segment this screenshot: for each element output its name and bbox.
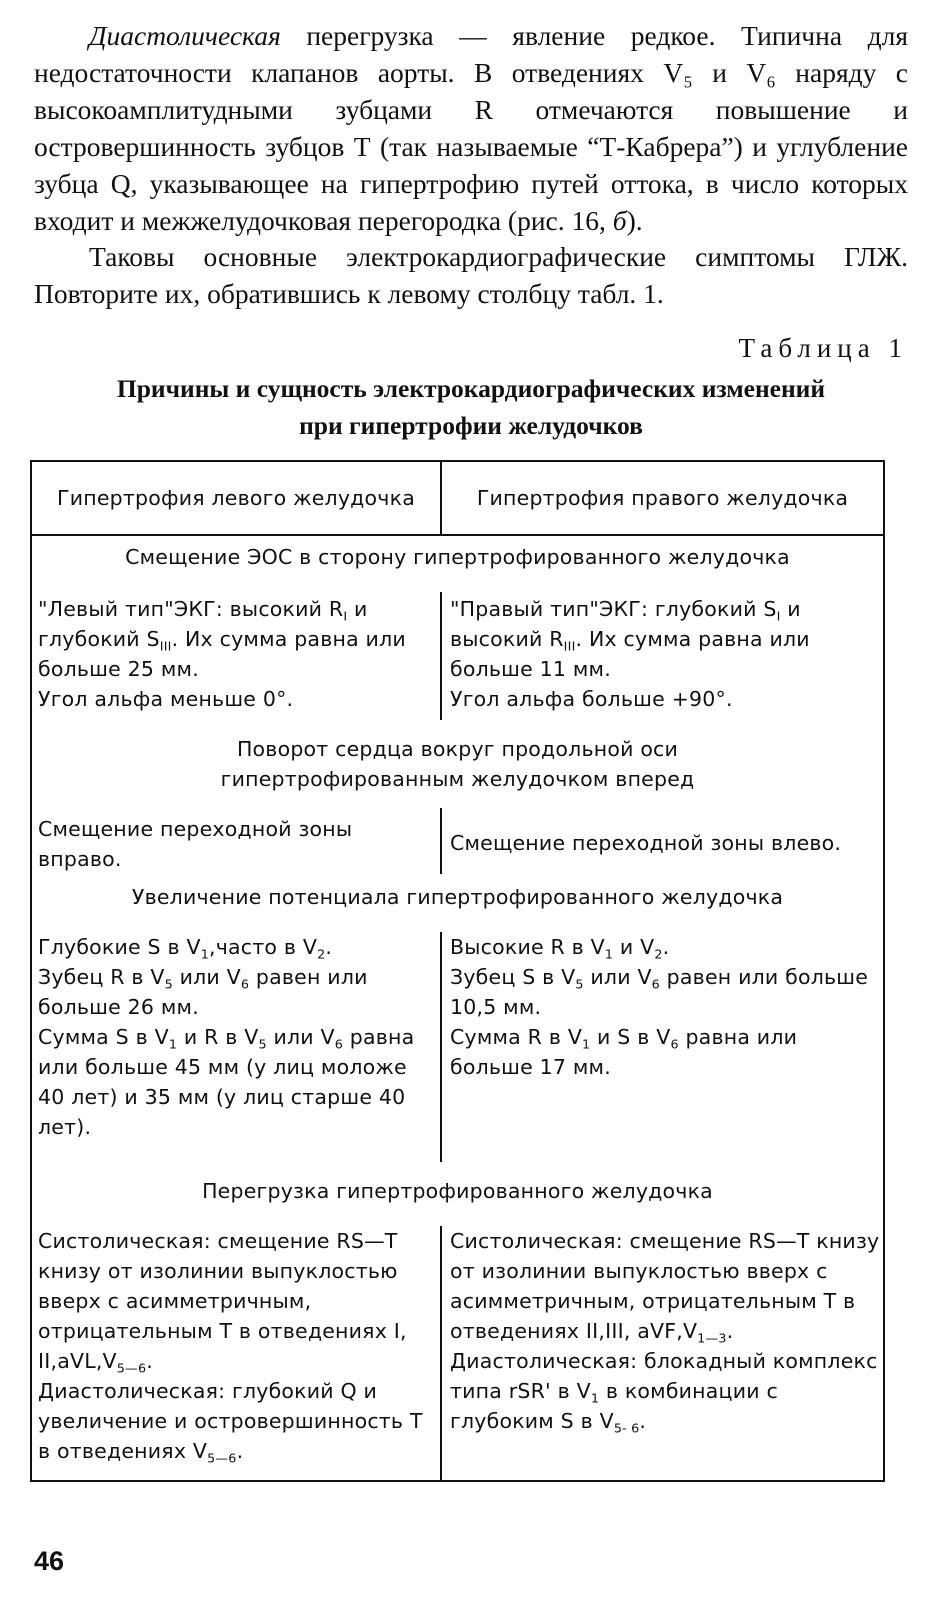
header-left-ventricle: Гипертрофия левого желудочка bbox=[32, 462, 442, 534]
section-title-line: Смещение ЭОС в сторону гипертрофированного желудочка bbox=[125, 545, 790, 569]
cell-left-overload: Систолическая: смещение RS—T книзу от изолинии выпуклостью вверх с асимметричным, отрицательным T в отведениях I, $II,aVL,V_{5—6}$. Диастолическая: глубокий Q и увеличение и островершинность T в отведениях $V_{5—6}$. bbox=[38, 1229, 423, 1466]
header-right-ventricle: Гипертрофия правого желудочка bbox=[476, 486, 849, 510]
section-title-line: гипертрофированным желудочком вперед bbox=[220, 767, 695, 791]
section-title-eos-shift bbox=[32, 542, 883, 572]
cell-left-potential: Глубокие S в $V_1,часто$ в $V_2$. Зубец R в $V_5$ или $V_6$ равен или больше 26 мм. Сумма S в $V_1$ и R в $V_5$ или $V_6$ равна или больше 45 мм (у лиц моложе 40 лет) и 35 мм (у лиц старше 40 лет). bbox=[38, 935, 415, 1139]
table-label: Таблица 1 bbox=[738, 333, 908, 363]
cell-right-overload: Систолическая: смещение RS—T книзу от изолинии выпуклостью вверх с асимметричным, отрицательным T в отведениях II,III, $aVF,V_{1—3}$. Диастолическая: блокадный комплекс типа rSR' в $V_1$ в комбинации с глубоким S в $V_{5- 6}$. bbox=[450, 1229, 880, 1436]
table-caption bbox=[34, 370, 908, 444]
section-title-potential-increase bbox=[32, 882, 883, 912]
table-header bbox=[32, 462, 883, 536]
column-divider bbox=[440, 808, 442, 874]
section-title-line: Перегрузка гипертрофированного желудочка bbox=[202, 1179, 713, 1203]
cell-right-eos: "Правый тип"ЭКГ: глубокий $S_I$ и высокий $R_{III}$. Их сумма равна или больше 11 мм. Угол альфа больше +90°. bbox=[450, 597, 810, 711]
paragraph-text: Таковы основные электрокардиографические симптомы ГЛЖ. Повторите их, обратившись к левому столбцу табл. 1. bbox=[34, 241, 908, 309]
caption-line: Причины и сущность электрокардиографических изменений bbox=[116, 374, 826, 403]
column-divider bbox=[440, 1226, 442, 1482]
paragraph-diastolic-overload bbox=[34, 17, 908, 239]
italic-term: Диастолическая bbox=[89, 20, 281, 51]
caption-line: при гипертрофии желудочков bbox=[299, 411, 643, 440]
paragraph-text: перегрузка — явление редкое. Типична для недостаточности клапанов аорты. В отведениях V₅ и V₆ наряду с высокоамплитудными зубцами R отмечаются повышение и островершинность зубцов Т (так называемые “Т-Кабрера”) и углубление зубца Q, указывающее на гипертрофию путей оттока, в число которых входит и межжелудочковая перегородка (рис. 16, bbox=[34, 20, 908, 236]
section-title-heart-rotation bbox=[32, 734, 883, 794]
comparison-table bbox=[30, 460, 885, 1482]
section-title-overload bbox=[32, 1176, 883, 1206]
column-divider bbox=[440, 592, 442, 720]
page-number: 46 bbox=[34, 1546, 65, 1576]
column-divider bbox=[440, 932, 442, 1162]
cell-left-transition-zone: Смещение переходной зоны вправо. bbox=[38, 817, 353, 871]
paragraph-end: ). bbox=[626, 205, 643, 236]
cell-left-eos: "Левый тип"ЭКГ: высокий $R_I$ и глубокий $S_{III}$. Их сумма равна или больше 25 мм. Угол альфа меньше 0°. bbox=[38, 597, 406, 711]
section-title-line: Увеличение потенциала гипертрофированного желудочка bbox=[131, 885, 784, 909]
cell-right-potential: Высокие R в $V_1$ и $V_2$. Зубец S в $V_5$ или $V_6$ равен или больше 10,5 мм. Сумма R в $V_1$ и S в $V_6$ равна или больше 17 мм. bbox=[450, 935, 869, 1079]
paragraph-summary bbox=[34, 238, 908, 312]
cell-right-transition-zone: Смещение переходной зоны влево. bbox=[450, 831, 842, 855]
section-title-line: Поворот сердца вокруг продольной оси bbox=[236, 737, 679, 761]
figure-letter: б bbox=[612, 205, 627, 236]
